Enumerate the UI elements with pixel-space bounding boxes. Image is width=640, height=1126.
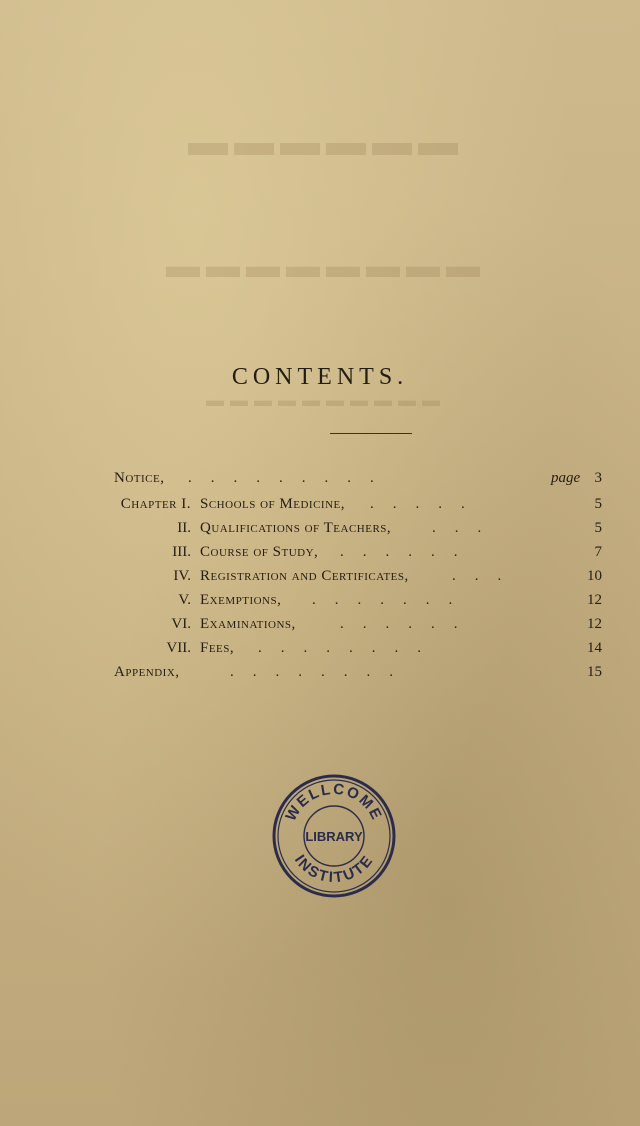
toc-entry-chapter-4 <box>0 564 640 588</box>
toc-entry-chapter-7 <box>0 636 640 660</box>
toc-entry-numeral: II. <box>177 520 191 536</box>
stamp-middle-text: LIBRARY <box>305 829 363 844</box>
show-through-shadow: ▬▬▬▬▬▬ <box>182 119 458 164</box>
toc-entry-chapter-1 <box>0 492 640 516</box>
page-title: CONTENTS. <box>231 364 409 390</box>
toc-entry-page: 10 <box>587 568 602 584</box>
toc-entry-label: Registration and Certificates, <box>200 568 409 584</box>
leader-dots: ...... <box>340 616 477 632</box>
leader-dots: ... <box>452 568 521 584</box>
toc-entry-numeral: Chapter I. <box>120 496 191 512</box>
toc-entry-notice <box>0 466 640 490</box>
toc-entry-numeral: IV. <box>173 568 191 584</box>
show-through-shadow: ▬▬▬▬▬▬▬▬▬▬ <box>200 390 440 410</box>
toc-entry-label: Fees, <box>200 640 235 656</box>
toc-entry-chapter-2 <box>0 516 640 540</box>
toc-entry-numeral: III. <box>172 544 191 560</box>
toc-entry-chapter-5 <box>0 588 640 612</box>
toc-entry-page: 12 <box>587 616 602 632</box>
leader-dots: ..... <box>370 496 484 512</box>
toc-entry-page: 5 <box>594 496 602 512</box>
toc-entry-label: Exemptions, <box>200 592 282 608</box>
stamp-bottom-text: INSTITUTE <box>290 851 378 887</box>
toc-entry-label: Qualifications of Teachers, <box>200 520 392 536</box>
show-through-shadow: ▬▬▬▬▬▬▬▬ <box>160 248 480 285</box>
toc-entry-label: Schools of Medicine, <box>200 496 345 512</box>
toc-entry-page: 14 <box>587 640 602 656</box>
toc-entry-label: Notice, <box>114 470 165 486</box>
toc-entry-label: Appendix, <box>114 664 180 680</box>
toc-entry-label: Course of Study, <box>200 544 319 560</box>
toc-entry-numeral: VI. <box>171 616 191 632</box>
leader-dots: ........ <box>230 664 412 680</box>
leader-dots: ....... <box>312 592 472 608</box>
toc-entry-chapter-3 <box>0 540 640 564</box>
toc-entry-numeral: VII. <box>166 640 191 656</box>
toc-entry-chapter-6 <box>0 612 640 636</box>
toc-entry-page: 7 <box>594 544 602 560</box>
toc-entry-page: 12 <box>587 592 602 608</box>
leader-dots: ......... <box>188 470 393 486</box>
toc-entry-page: 5 <box>594 520 602 536</box>
toc-entry-page: 3 <box>594 470 602 486</box>
title-rule <box>330 433 412 434</box>
toc-entry-numeral: V. <box>178 592 191 608</box>
page-word: page <box>551 470 581 486</box>
toc-entry-label: Examinations, <box>200 616 296 632</box>
library-stamp <box>270 772 398 900</box>
leader-dots: ...... <box>340 544 477 560</box>
leader-dots: ........ <box>258 640 440 656</box>
toc-entry-appendix <box>0 660 640 684</box>
toc-entry-page: 15 <box>587 664 602 680</box>
leader-dots: ... <box>432 520 501 536</box>
stamp-top-text: WELLCOME <box>282 780 386 824</box>
